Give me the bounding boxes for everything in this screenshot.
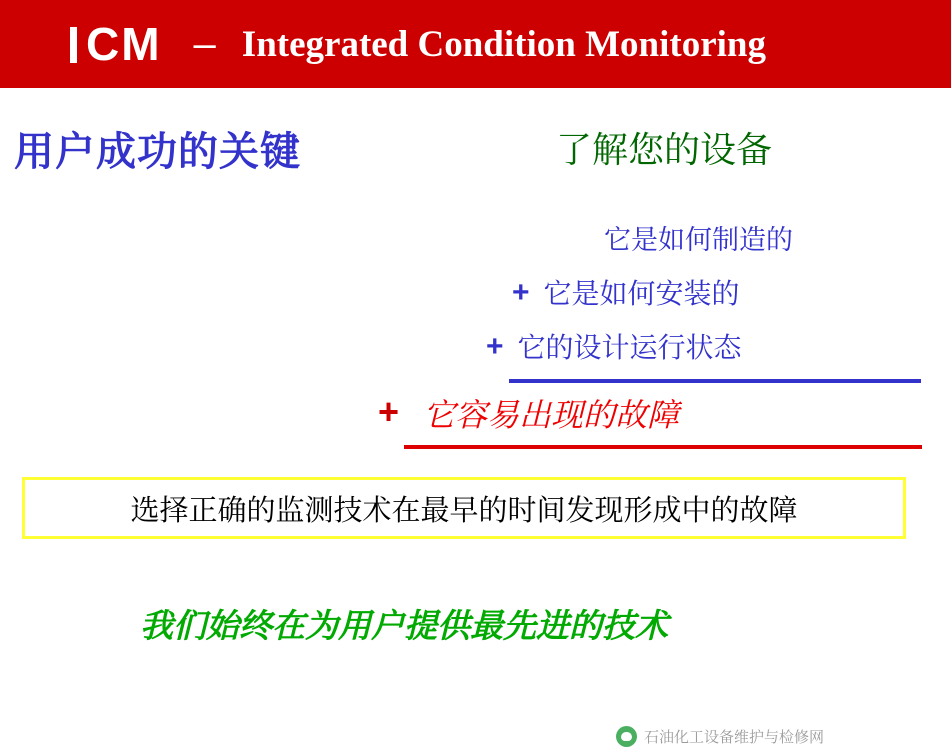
watermark-text: 石油化工设备维护与检修网 bbox=[644, 729, 825, 746]
watermark bbox=[616, 726, 824, 747]
right-heading: 了解您的设备 bbox=[556, 130, 773, 170]
plus-icon: + bbox=[378, 391, 400, 432]
header-title: Integrated Condition Monitoring bbox=[241, 23, 766, 65]
red-divider-rule bbox=[404, 445, 922, 449]
header-acronym-text: CM bbox=[86, 18, 162, 70]
slide-body bbox=[0, 88, 951, 746]
left-heading: 用户成功的关键 bbox=[14, 129, 301, 174]
bullet-item-3-text: 它的设计运行状态 bbox=[517, 333, 742, 364]
slide-header-band bbox=[0, 0, 951, 88]
plus-icon: + bbox=[512, 276, 530, 309]
header-content bbox=[70, 18, 766, 70]
letter-i-bar-icon bbox=[70, 27, 77, 63]
blue-divider-rule bbox=[509, 379, 921, 383]
bullet-item-2-text: 它是如何安装的 bbox=[543, 279, 740, 310]
highlight-item bbox=[378, 390, 679, 436]
bullet-item-2 bbox=[512, 272, 740, 312]
callout-box bbox=[22, 477, 906, 539]
highlight-item-text: 它容易出现的故障 bbox=[423, 397, 680, 433]
header-acronym bbox=[70, 18, 162, 70]
bullet-item-1 bbox=[604, 218, 793, 257]
bullet-item-1-text: 它是如何制造的 bbox=[604, 225, 793, 255]
callout-text: 选择正确的监测技术在最早的时间发现形成中的故障 bbox=[130, 494, 798, 527]
plus-icon: + bbox=[486, 330, 504, 363]
footer-tagline: 我们始终在为用户提供最先进的技术 bbox=[140, 609, 668, 645]
bullet-item-3 bbox=[486, 326, 742, 366]
header-dash: – bbox=[193, 22, 216, 66]
wechat-logo-icon bbox=[616, 726, 637, 747]
